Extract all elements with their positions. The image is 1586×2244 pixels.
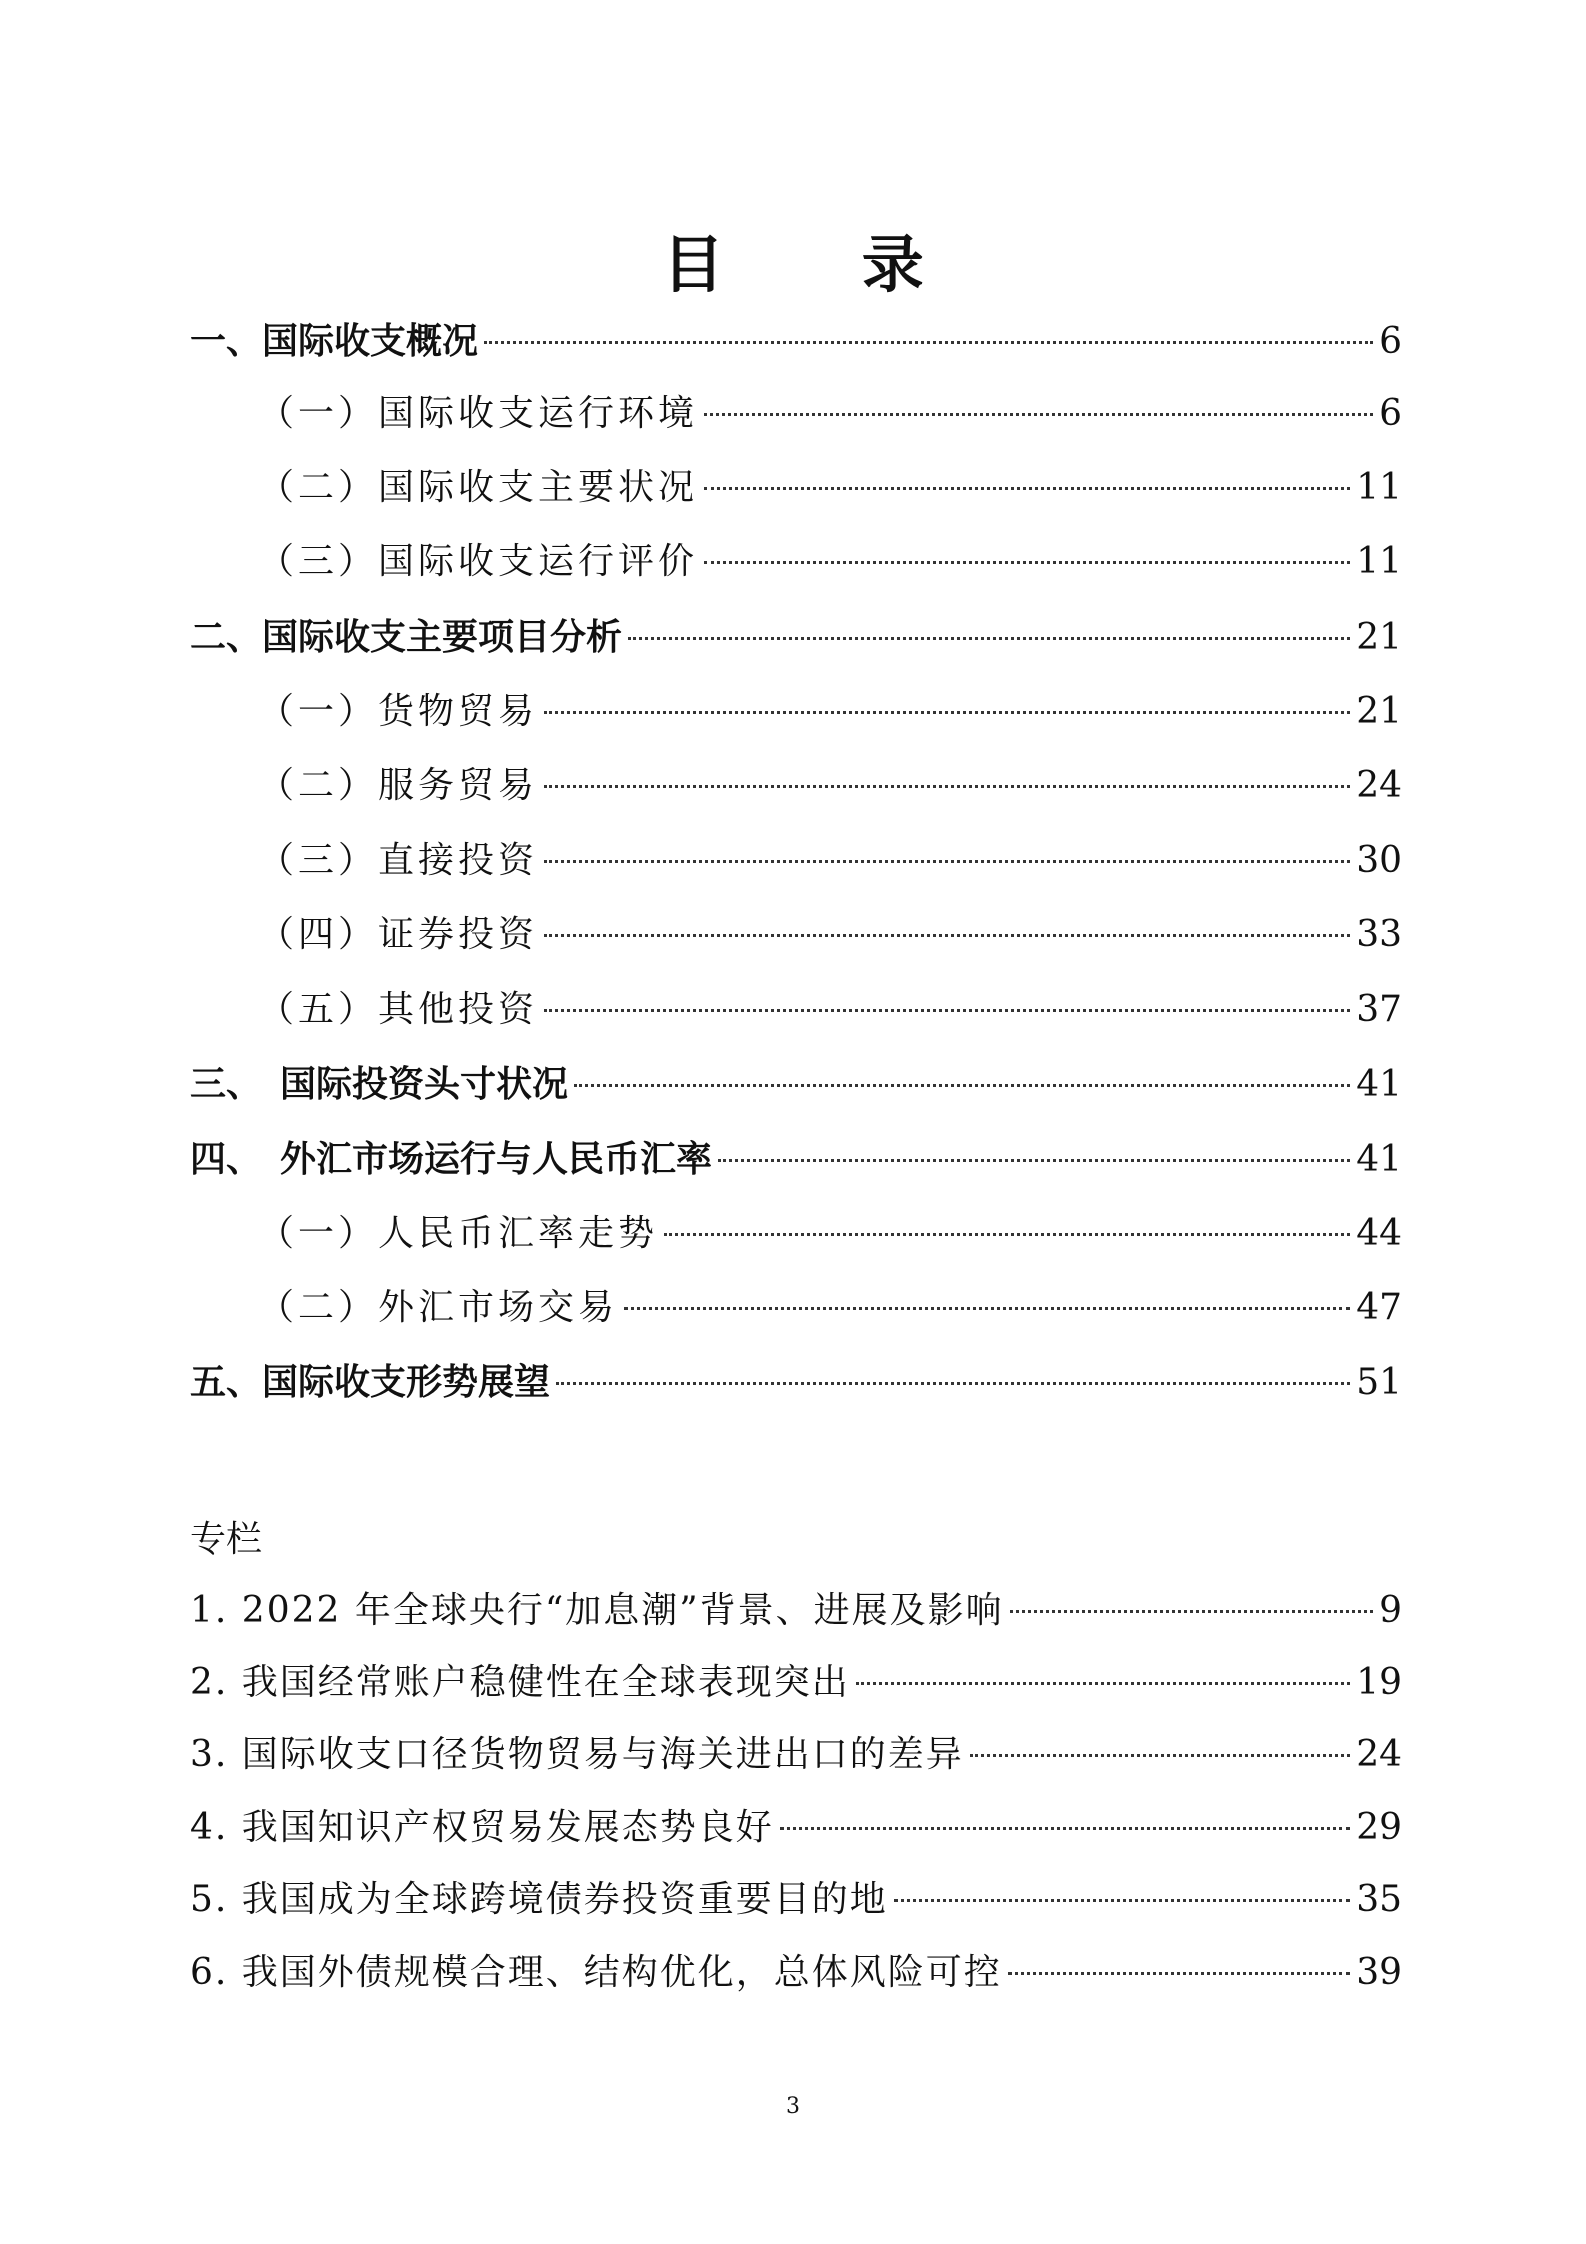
dot-leader xyxy=(628,637,1350,640)
column-entry[interactable] xyxy=(190,1653,1402,1713)
dot-leader xyxy=(556,1382,1350,1385)
column-entry-page: 29 xyxy=(1356,1807,1402,1848)
column-entry-label: 4. 我国知识产权贸易发展态势良好 xyxy=(190,1807,774,1848)
toc-entry-page: 21 xyxy=(1356,617,1402,658)
toc-entry-label: （四）证券投资 xyxy=(258,914,539,955)
toc-entry-page: 11 xyxy=(1356,467,1402,508)
toc-entry-label: （三）国际收支运行评价 xyxy=(258,541,699,582)
toc-entry[interactable] xyxy=(190,980,1402,1040)
toc-entry-label: 三、 国际投资头寸状况 xyxy=(190,1064,569,1105)
dot-leader xyxy=(780,1827,1350,1830)
toc-entry-page: 41 xyxy=(1356,1064,1402,1105)
toc-entry[interactable] xyxy=(190,312,1402,372)
toc-entry-page: 6 xyxy=(1379,393,1402,434)
dot-leader xyxy=(544,1009,1350,1012)
column-entry-page: 24 xyxy=(1356,1734,1402,1775)
column-entry[interactable] xyxy=(190,1581,1402,1641)
toc-entry[interactable] xyxy=(190,831,1402,891)
toc-entry-label: 五、国际收支形势展望 xyxy=(190,1362,551,1403)
dot-leader xyxy=(544,785,1350,788)
column-entry-label: 1. 2022 年全球央行“加息潮”背景、进展及影响 xyxy=(190,1590,1004,1631)
toc-entry[interactable] xyxy=(190,1130,1402,1190)
dot-leader xyxy=(1008,1972,1350,1975)
column-entry-page: 19 xyxy=(1356,1662,1402,1703)
dot-leader xyxy=(856,1682,1350,1685)
toc-entry-page: 21 xyxy=(1356,691,1402,732)
toc-entry-label: （一）人民币汇率走势 xyxy=(258,1213,659,1254)
toc-entry[interactable] xyxy=(190,384,1402,444)
dot-leader xyxy=(544,860,1350,863)
dot-leader xyxy=(574,1084,1350,1087)
toc-entry[interactable] xyxy=(190,608,1402,668)
page-title: 目 录 xyxy=(662,228,982,301)
dot-leader xyxy=(484,341,1373,344)
column-entry-page: 35 xyxy=(1356,1879,1402,1920)
toc-entry-page: 24 xyxy=(1356,765,1402,806)
toc-entry-label: （一）货物贸易 xyxy=(258,691,539,732)
toc-entry[interactable] xyxy=(190,1278,1402,1338)
dot-leader xyxy=(704,561,1350,564)
dot-leader xyxy=(704,487,1350,490)
dot-leader xyxy=(1010,1610,1373,1613)
dot-leader xyxy=(544,934,1350,937)
toc-entry-page: 11 xyxy=(1356,541,1402,582)
column-entry[interactable] xyxy=(190,1870,1402,1930)
toc-entry-label: （三）直接投资 xyxy=(258,840,539,881)
footer-page-number: 3 xyxy=(786,2094,800,2119)
column-entry[interactable] xyxy=(190,1798,1402,1858)
toc-entry-label: （二）国际收支主要状况 xyxy=(258,467,699,508)
toc-entry-label: 四、 外汇市场运行与人民币汇率 xyxy=(190,1139,713,1180)
toc-entry-page: 30 xyxy=(1356,840,1402,881)
toc-entry-page: 44 xyxy=(1356,1213,1402,1254)
toc-entry-page: 6 xyxy=(1379,321,1402,362)
toc-entry-label: 一、国际收支概况 xyxy=(190,321,479,362)
column-entry-page: 39 xyxy=(1356,1952,1402,1993)
toc-entry-page: 33 xyxy=(1356,914,1402,955)
toc-entry-label: （二）外汇市场交易 xyxy=(258,1287,619,1328)
toc-entry[interactable] xyxy=(190,682,1402,742)
column-entry[interactable] xyxy=(190,1725,1402,1785)
toc-entry[interactable] xyxy=(190,1055,1402,1115)
column-entry[interactable] xyxy=(190,1943,1402,2003)
toc-entry-label: 二、国际收支主要项目分析 xyxy=(190,617,623,658)
toc-entry-label: （一）国际收支运行环境 xyxy=(258,393,699,434)
toc-entry-page: 47 xyxy=(1356,1287,1402,1328)
toc-entry[interactable] xyxy=(190,532,1402,592)
toc-entry[interactable] xyxy=(190,1353,1402,1413)
dot-leader xyxy=(664,1233,1350,1236)
toc-entry-label: （五）其他投资 xyxy=(258,989,539,1030)
dot-leader xyxy=(544,711,1350,714)
dot-leader xyxy=(704,413,1373,416)
dot-leader xyxy=(970,1754,1350,1757)
toc-entry[interactable] xyxy=(190,756,1402,816)
column-entry-page: 9 xyxy=(1379,1590,1402,1631)
column-entry-label: 3. 国际收支口径货物贸易与海关进出口的差异 xyxy=(190,1734,964,1775)
toc-entry-page: 41 xyxy=(1356,1139,1402,1180)
dot-leader xyxy=(718,1159,1350,1162)
column-entry-label: 2. 我国经常账户稳健性在全球表现突出 xyxy=(190,1662,850,1703)
column-entry-label: 5. 我国成为全球跨境债券投资重要目的地 xyxy=(190,1879,888,1920)
column-entry-label: 6. 我国外债规模合理、结构优化，总体风险可控 xyxy=(190,1952,1002,1993)
dot-leader xyxy=(894,1899,1350,1902)
columns-heading: 专栏 xyxy=(190,1519,263,1560)
toc-entry[interactable] xyxy=(190,458,1402,518)
toc-entry[interactable] xyxy=(190,905,1402,965)
toc-entry[interactable] xyxy=(190,1204,1402,1264)
toc-entry-label: （二）服务贸易 xyxy=(258,765,539,806)
toc-entry-page: 37 xyxy=(1356,989,1402,1030)
dot-leader xyxy=(624,1307,1350,1310)
toc-entry-page: 51 xyxy=(1356,1362,1402,1403)
